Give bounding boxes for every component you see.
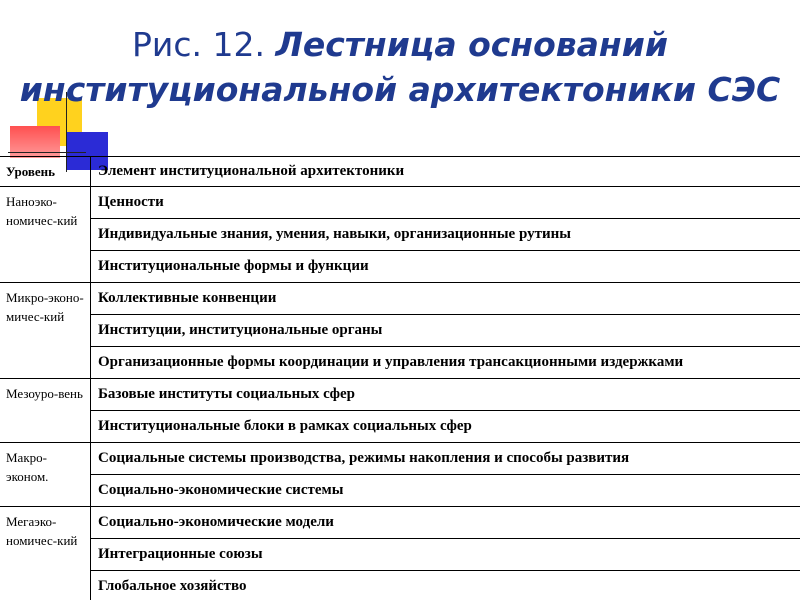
- element-cell: Социально-экономические системы: [91, 475, 800, 507]
- element-cell: Социально-экономические модели: [91, 507, 800, 539]
- element-cell: Интеграционные союзы: [91, 539, 800, 571]
- table-row: [0, 315, 800, 347]
- element-cell: Институциональные формы и функции: [91, 251, 800, 283]
- element-cell: Ценности: [91, 187, 800, 219]
- header-element: Элемент институциональной архитектоники: [91, 157, 800, 187]
- element-cell: Коллективные конвенции: [91, 283, 800, 315]
- level-cell: Наноэко-номичес-кий: [0, 187, 91, 283]
- title-emphasis: Лестница оснований институциональной архитектоники СЭС: [19, 25, 781, 109]
- element-cell: Базовые институты социальных сфер: [91, 379, 800, 411]
- header-level: Уровень: [0, 157, 91, 187]
- table-row: [0, 283, 800, 315]
- title-prefix: Рис. 12.: [132, 25, 276, 64]
- table-row: [0, 251, 800, 283]
- table-row: [0, 411, 800, 443]
- table-row: [0, 475, 800, 507]
- level-cell: Макро-эконом.: [0, 443, 91, 507]
- institutional-ladder-table: [0, 156, 800, 600]
- table-row: [0, 539, 800, 571]
- table-row: [0, 347, 800, 379]
- table-body: [0, 157, 800, 600]
- level-cell: Микро-эконо-мичес-кий: [0, 283, 91, 379]
- slide-title: [0, 22, 800, 112]
- decorative-red-square: [10, 126, 60, 158]
- level-cell: Мезоуро-вень: [0, 379, 91, 443]
- table-row: [0, 507, 800, 539]
- table-header-row: [0, 157, 800, 187]
- element-cell: Организационные формы координации и управления трансакционными издержками: [91, 347, 800, 379]
- table-row: [0, 379, 800, 411]
- table-row: [0, 187, 800, 219]
- table-row: [0, 571, 800, 600]
- table-row: [0, 443, 800, 475]
- decorative-horizontal-line: [8, 152, 86, 153]
- element-cell: Индивидуальные знания, умения, навыки, организационные рутины: [91, 219, 800, 251]
- element-cell: Институциональные блоки в рамках социальных сфер: [91, 411, 800, 443]
- element-cell: Социальные системы производства, режимы накопления и способы развития: [91, 443, 800, 475]
- level-cell: Мегаэко-номичес-кий: [0, 507, 91, 600]
- element-cell: Институции, институциональные органы: [91, 315, 800, 347]
- element-cell: Глобальное хозяйство: [91, 571, 800, 600]
- table-row: [0, 219, 800, 251]
